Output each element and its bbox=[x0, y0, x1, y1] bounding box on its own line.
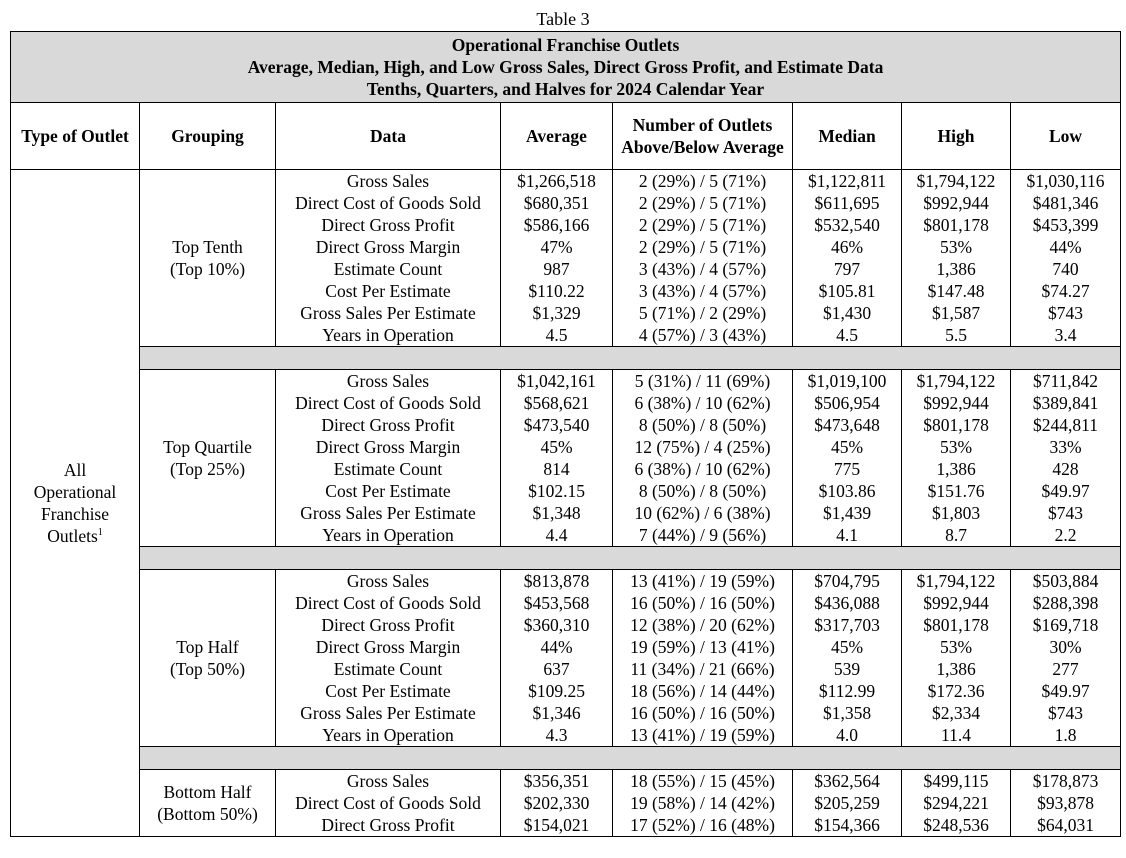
outlets-above-below-cell: 2 (29%) / 5 (71%) bbox=[613, 236, 793, 258]
group-separator-row bbox=[11, 347, 1121, 370]
high-cell: 8.7 bbox=[902, 524, 1011, 547]
data-label-cell: Direct Cost of Goods Sold bbox=[276, 192, 501, 214]
outlets-above-below-cell: 10 (62%) / 6 (38%) bbox=[613, 502, 793, 524]
low-cell: 30% bbox=[1011, 636, 1121, 658]
data-label-cell: Gross Sales Per Estimate bbox=[276, 302, 501, 324]
data-label-cell: Direct Gross Margin bbox=[276, 236, 501, 258]
outlets-above-below-cell: 4 (57%) / 3 (43%) bbox=[613, 324, 793, 347]
data-label-cell: Cost Per Estimate bbox=[276, 480, 501, 502]
data-label-cell: Direct Gross Profit bbox=[276, 614, 501, 636]
table-body bbox=[11, 170, 1121, 837]
outlets-above-below-cell: 19 (58%) / 14 (42%) bbox=[613, 792, 793, 814]
median-cell: $473,648 bbox=[793, 414, 902, 436]
median-cell: 797 bbox=[793, 258, 902, 280]
outlets-above-below-cell: 5 (71%) / 2 (29%) bbox=[613, 302, 793, 324]
group-separator bbox=[140, 747, 1121, 770]
median-cell: $1,358 bbox=[793, 702, 902, 724]
high-cell: 53% bbox=[902, 236, 1011, 258]
low-cell: $169,718 bbox=[1011, 614, 1121, 636]
high-cell: $294,221 bbox=[902, 792, 1011, 814]
median-cell: $205,259 bbox=[793, 792, 902, 814]
outlets-above-below-cell: 8 (50%) / 8 (50%) bbox=[613, 480, 793, 502]
average-cell: $1,266,518 bbox=[501, 170, 613, 193]
low-cell: $743 bbox=[1011, 702, 1121, 724]
title-line-3: Tenths, Quarters, and Halves for 2024 Calendar Year bbox=[366, 79, 765, 99]
high-cell: $801,178 bbox=[902, 614, 1011, 636]
low-cell: 1.8 bbox=[1011, 724, 1121, 747]
median-cell: 46% bbox=[793, 236, 902, 258]
low-cell: 2.2 bbox=[1011, 524, 1121, 547]
low-cell: $49.97 bbox=[1011, 480, 1121, 502]
table-row bbox=[11, 570, 1121, 593]
low-cell: $93,878 bbox=[1011, 792, 1121, 814]
footnote-marker: 1 bbox=[97, 527, 103, 539]
outlets-above-below-cell: 13 (41%) / 19 (59%) bbox=[613, 570, 793, 593]
average-cell: $568,621 bbox=[501, 392, 613, 414]
data-label-cell: Cost Per Estimate bbox=[276, 680, 501, 702]
median-cell: 539 bbox=[793, 658, 902, 680]
median-cell: $103.86 bbox=[793, 480, 902, 502]
outlets-above-below-cell: 8 (50%) / 8 (50%) bbox=[613, 414, 793, 436]
median-cell: $1,439 bbox=[793, 502, 902, 524]
median-cell: $611,695 bbox=[793, 192, 902, 214]
average-cell: $360,310 bbox=[501, 614, 613, 636]
average-cell: $102.15 bbox=[501, 480, 613, 502]
outlets-above-below-cell: 12 (75%) / 4 (25%) bbox=[613, 436, 793, 458]
average-cell: $473,540 bbox=[501, 414, 613, 436]
high-cell: $499,115 bbox=[902, 770, 1011, 793]
average-cell: $1,329 bbox=[501, 302, 613, 324]
average-cell: 45% bbox=[501, 436, 613, 458]
data-label-cell: Direct Gross Margin bbox=[276, 436, 501, 458]
outlets-above-below-cell: 19 (59%) / 13 (41%) bbox=[613, 636, 793, 658]
average-cell: $154,021 bbox=[501, 814, 613, 837]
low-cell: 740 bbox=[1011, 258, 1121, 280]
header-median: Median bbox=[793, 103, 902, 170]
high-cell: 53% bbox=[902, 636, 1011, 658]
average-cell: 47% bbox=[501, 236, 613, 258]
group-separator bbox=[140, 547, 1121, 570]
data-label-cell: Direct Gross Profit bbox=[276, 214, 501, 236]
header-low: Low bbox=[1011, 103, 1121, 170]
low-cell: 33% bbox=[1011, 436, 1121, 458]
data-label-cell: Estimate Count bbox=[276, 458, 501, 480]
low-cell: $743 bbox=[1011, 302, 1121, 324]
median-cell: $362,564 bbox=[793, 770, 902, 793]
data-label-cell: Gross Sales bbox=[276, 170, 501, 193]
outlets-above-below-cell: 2 (29%) / 5 (71%) bbox=[613, 170, 793, 193]
title-line-1: Operational Franchise Outlets bbox=[451, 35, 680, 55]
outlet-type-cell: All Operational Franchise Outlets$^1$ bbox=[11, 170, 140, 837]
low-cell: 3.4 bbox=[1011, 324, 1121, 347]
group-separator-row bbox=[11, 747, 1121, 770]
data-label-cell: Direct Cost of Goods Sold bbox=[276, 392, 501, 414]
outlets-above-below-cell: 5 (31%) / 11 (69%) bbox=[613, 370, 793, 393]
average-cell: $1,348 bbox=[501, 502, 613, 524]
high-cell: $992,944 bbox=[902, 392, 1011, 414]
average-cell: 987 bbox=[501, 258, 613, 280]
data-label-cell: Gross Sales Per Estimate bbox=[276, 702, 501, 724]
median-cell: $532,540 bbox=[793, 214, 902, 236]
median-cell: $1,019,100 bbox=[793, 370, 902, 393]
outlets-above-below-cell: 2 (29%) / 5 (71%) bbox=[613, 192, 793, 214]
low-cell: $244,811 bbox=[1011, 414, 1121, 436]
outlets-above-below-cell: 17 (52%) / 16 (48%) bbox=[613, 814, 793, 837]
data-label-cell: Years in Operation bbox=[276, 324, 501, 347]
low-cell: $178,873 bbox=[1011, 770, 1121, 793]
high-cell: $1,794,122 bbox=[902, 570, 1011, 593]
high-cell: $1,794,122 bbox=[902, 370, 1011, 393]
low-cell: 428 bbox=[1011, 458, 1121, 480]
low-cell: $49.97 bbox=[1011, 680, 1121, 702]
high-cell: $151.76 bbox=[902, 480, 1011, 502]
average-cell: $586,166 bbox=[501, 214, 613, 236]
low-cell: $288,398 bbox=[1011, 592, 1121, 614]
title-line-2: Average, Median, High, and Low Gross Sales, Direct Gross Profit, and Estimate Data bbox=[247, 57, 884, 77]
data-label-cell: Gross Sales bbox=[276, 370, 501, 393]
data-label-cell: Estimate Count bbox=[276, 658, 501, 680]
average-cell: 4.4 bbox=[501, 524, 613, 547]
high-cell: 11.4 bbox=[902, 724, 1011, 747]
header-outlets-above-below: Number of Outlets Above/Below Average bbox=[613, 103, 793, 170]
average-cell: $110.22 bbox=[501, 280, 613, 302]
median-cell: 775 bbox=[793, 458, 902, 480]
data-label-cell: Direct Gross Profit bbox=[276, 814, 501, 837]
median-cell: 4.1 bbox=[793, 524, 902, 547]
high-cell: $147.48 bbox=[902, 280, 1011, 302]
outlets-above-below-cell: 12 (38%) / 20 (62%) bbox=[613, 614, 793, 636]
header-grouping: Grouping bbox=[140, 103, 276, 170]
high-cell: 1,386 bbox=[902, 458, 1011, 480]
outlets-above-below-cell: 18 (55%) / 15 (45%) bbox=[613, 770, 793, 793]
high-cell: $992,944 bbox=[902, 592, 1011, 614]
franchise-data-table bbox=[10, 31, 1121, 837]
table-row bbox=[11, 770, 1121, 793]
median-cell: $436,088 bbox=[793, 592, 902, 614]
outlets-above-below-cell: 11 (34%) / 21 (66%) bbox=[613, 658, 793, 680]
high-cell: $172.36 bbox=[902, 680, 1011, 702]
column-header-row bbox=[11, 103, 1121, 170]
table-row bbox=[11, 170, 1121, 193]
grouping-cell: Top Quartile (Top 25%) bbox=[140, 370, 276, 547]
average-cell: $202,330 bbox=[501, 792, 613, 814]
average-cell: 637 bbox=[501, 658, 613, 680]
low-cell: $389,841 bbox=[1011, 392, 1121, 414]
outlets-above-below-cell: 6 (38%) / 10 (62%) bbox=[613, 392, 793, 414]
outlets-above-below-cell: 13 (41%) / 19 (59%) bbox=[613, 724, 793, 747]
group-separator-row bbox=[11, 547, 1121, 570]
data-label-cell: Cost Per Estimate bbox=[276, 280, 501, 302]
median-cell: $317,703 bbox=[793, 614, 902, 636]
table-title-row bbox=[11, 32, 1121, 103]
average-cell: $680,351 bbox=[501, 192, 613, 214]
data-label-cell: Direct Gross Profit bbox=[276, 414, 501, 436]
data-label-cell: Direct Gross Margin bbox=[276, 636, 501, 658]
median-cell: $1,430 bbox=[793, 302, 902, 324]
data-label-cell: Estimate Count bbox=[276, 258, 501, 280]
high-cell: 1,386 bbox=[902, 258, 1011, 280]
data-label-cell: Gross Sales bbox=[276, 570, 501, 593]
outlets-above-below-cell: 18 (56%) / 14 (44%) bbox=[613, 680, 793, 702]
high-cell: $248,536 bbox=[902, 814, 1011, 837]
average-cell: $453,568 bbox=[501, 592, 613, 614]
median-cell: $704,795 bbox=[793, 570, 902, 593]
average-cell: 44% bbox=[501, 636, 613, 658]
low-cell: $503,884 bbox=[1011, 570, 1121, 593]
data-label-cell: Direct Cost of Goods Sold bbox=[276, 792, 501, 814]
median-cell: $506,954 bbox=[793, 392, 902, 414]
data-label-cell: Direct Cost of Goods Sold bbox=[276, 592, 501, 614]
median-cell: $1,122,811 bbox=[793, 170, 902, 193]
table-title bbox=[11, 32, 1121, 103]
median-cell: $105.81 bbox=[793, 280, 902, 302]
outlets-above-below-cell: 6 (38%) / 10 (62%) bbox=[613, 458, 793, 480]
outlets-above-below-cell: 3 (43%) / 4 (57%) bbox=[613, 258, 793, 280]
average-cell: $109.25 bbox=[501, 680, 613, 702]
median-cell: 45% bbox=[793, 436, 902, 458]
average-cell: 4.3 bbox=[501, 724, 613, 747]
low-cell: $1,030,116 bbox=[1011, 170, 1121, 193]
high-cell: $2,334 bbox=[902, 702, 1011, 724]
outlets-above-below-cell: 16 (50%) / 16 (50%) bbox=[613, 702, 793, 724]
average-cell: $1,042,161 bbox=[501, 370, 613, 393]
median-cell: 4.0 bbox=[793, 724, 902, 747]
high-cell: $992,944 bbox=[902, 192, 1011, 214]
header-high: High bbox=[902, 103, 1011, 170]
grouping-cell: Top Half (Top 50%) bbox=[140, 570, 276, 747]
header-average: Average bbox=[501, 103, 613, 170]
high-cell: $1,794,122 bbox=[902, 170, 1011, 193]
group-separator bbox=[140, 347, 1121, 370]
average-cell: $356,351 bbox=[501, 770, 613, 793]
outlets-above-below-cell: 7 (44%) / 9 (56%) bbox=[613, 524, 793, 547]
high-cell: 53% bbox=[902, 436, 1011, 458]
low-cell: 277 bbox=[1011, 658, 1121, 680]
low-cell: $711,842 bbox=[1011, 370, 1121, 393]
low-cell: $743 bbox=[1011, 502, 1121, 524]
header-data: Data bbox=[276, 103, 501, 170]
table-row bbox=[11, 370, 1121, 393]
high-cell: 5.5 bbox=[902, 324, 1011, 347]
high-cell: $801,178 bbox=[902, 214, 1011, 236]
average-cell: $813,878 bbox=[501, 570, 613, 593]
table-caption: Table 3 bbox=[536, 9, 590, 29]
median-cell: 4.5 bbox=[793, 324, 902, 347]
outlets-above-below-cell: 16 (50%) / 16 (50%) bbox=[613, 592, 793, 614]
header-type-of-outlet: Type of Outlet bbox=[11, 103, 140, 170]
data-label-cell: Gross Sales Per Estimate bbox=[276, 502, 501, 524]
outlets-above-below-cell: 3 (43%) / 4 (57%) bbox=[613, 280, 793, 302]
data-label-cell: Gross Sales bbox=[276, 770, 501, 793]
median-cell: $112.99 bbox=[793, 680, 902, 702]
median-cell: 45% bbox=[793, 636, 902, 658]
grouping-cell: Bottom Half (Bottom 50%) bbox=[140, 770, 276, 837]
average-cell: 814 bbox=[501, 458, 613, 480]
data-label-cell: Years in Operation bbox=[276, 524, 501, 547]
high-cell: $1,587 bbox=[902, 302, 1011, 324]
high-cell: $801,178 bbox=[902, 414, 1011, 436]
average-cell: $1,346 bbox=[501, 702, 613, 724]
low-cell: $64,031 bbox=[1011, 814, 1121, 837]
low-cell: $481,346 bbox=[1011, 192, 1121, 214]
data-label-cell: Years in Operation bbox=[276, 724, 501, 747]
grouping-cell: Top Tenth (Top 10%) bbox=[140, 170, 276, 347]
low-cell: 44% bbox=[1011, 236, 1121, 258]
average-cell: 4.5 bbox=[501, 324, 613, 347]
low-cell: $453,399 bbox=[1011, 214, 1121, 236]
median-cell: $154,366 bbox=[793, 814, 902, 837]
low-cell: $74.27 bbox=[1011, 280, 1121, 302]
outlets-above-below-cell: 2 (29%) / 5 (71%) bbox=[613, 214, 793, 236]
high-cell: 1,386 bbox=[902, 658, 1011, 680]
high-cell: $1,803 bbox=[902, 502, 1011, 524]
